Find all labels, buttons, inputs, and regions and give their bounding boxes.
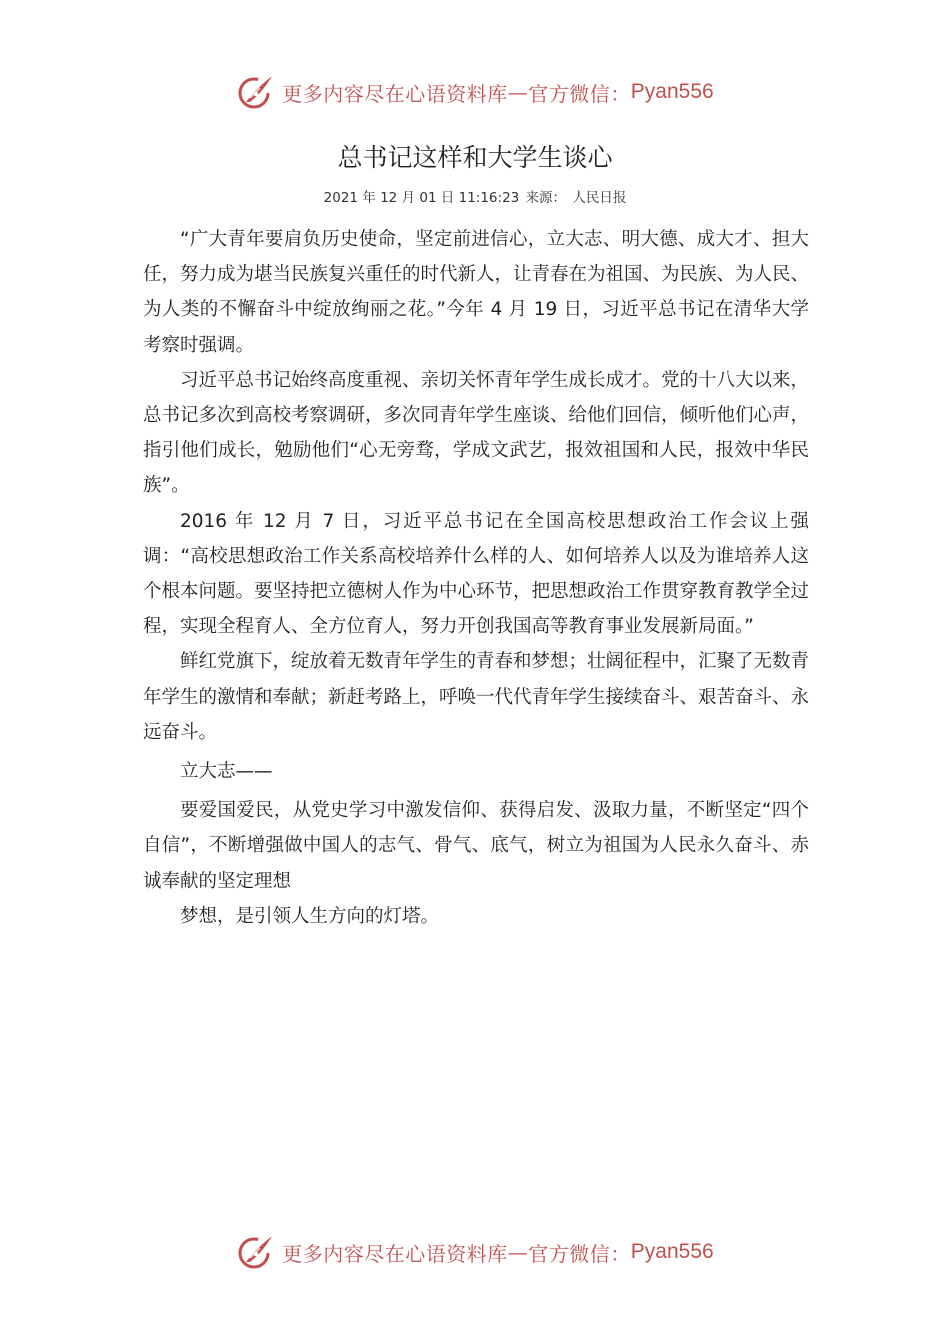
banner-wechat-id: Pyan556 (630, 80, 714, 103)
article-body (143, 222, 809, 934)
article-title: 总书记这样和大学生谈心 (337, 143, 613, 172)
banner-library-text: 更多内容尽在心语资料库 (282, 81, 508, 106)
article-paragraph: 鲜红党旗下，绽放着无数青年学生的青春和梦想；壮阔征程中，汇聚了无数青年学生的激情和奉献；新赶考路上，呼唤一代代青年学生接续奋斗、艰苦奋斗、永远奋斗。 (143, 651, 810, 743)
quill-logo-icon (236, 72, 276, 112)
article-paragraph: 习近平总书记始终高度重视、亲切关怀青年学生成长成才。党的十八大以来，总书记多次到高校考察调研，多次同青年学生座谈、给他们回信，倾听他们心声，指引他们成长，勉励他们“心无旁骛，学成文武艺，报效祖国和人民，报效中华民族”。 (143, 369, 810, 497)
footer-banner (0, 1230, 950, 1274)
article-paragraph: 要爱国爱民，从党史学习中激发信仰、获得启发、汲取力量，不断坚定“四个自信”，不断增强做中国人的志气、骨气、底气，树立为祖国为人民永久奋斗、赤诚奉献的坚定理想 (143, 800, 809, 892)
article-source-label: 来源： (525, 190, 567, 206)
article-section-heading: 立大志—— (180, 761, 273, 783)
article-paragraph: “广大青年要肩负历史使命，坚定前进信心，立大志、明大德、成大才、担大任，努力成为堪当民族复兴重任的时代新人，让青春在为祖国、为民族、为人民、为人类的不懈奋斗中绽放绚丽之花。”今年 4 月 19 日，习近平总书记在清华大学考察时强调。 (143, 229, 810, 356)
article-meta (0, 186, 950, 206)
banner-separator: — (507, 1240, 529, 1264)
article-datetime: 2021 年 12 月 01 日 11:16:23 (323, 190, 520, 206)
article-paragraph: 梦想，是引领人生方向的灯塔。 (180, 905, 440, 927)
quill-logo-icon (236, 1232, 276, 1272)
banner-separator: — (507, 80, 529, 104)
article-paragraph: 2016 年 12 月 7 日，习近平总书记在全国高校思想政治工作会议上强调：“高校思想政治工作关系高校培养什么样的人、如何培养人以及为谁培养人这个根本问题。要坚持把立德树人作为中心环节，把思想政治工作贯穿教育教学全过程，实现全程育人、全方位育人，努力开创我国高等教育事业发展新局面。” (143, 510, 810, 638)
header-banner (0, 70, 950, 114)
banner-wechat-label: 官方微信： (528, 1241, 631, 1266)
article-source: 人民日报 (572, 190, 627, 206)
banner-wechat-label: 官方微信： (528, 81, 631, 106)
banner-wechat-id: Pyan556 (630, 1240, 714, 1263)
banner-library-text: 更多内容尽在心语资料库 (282, 1241, 508, 1266)
